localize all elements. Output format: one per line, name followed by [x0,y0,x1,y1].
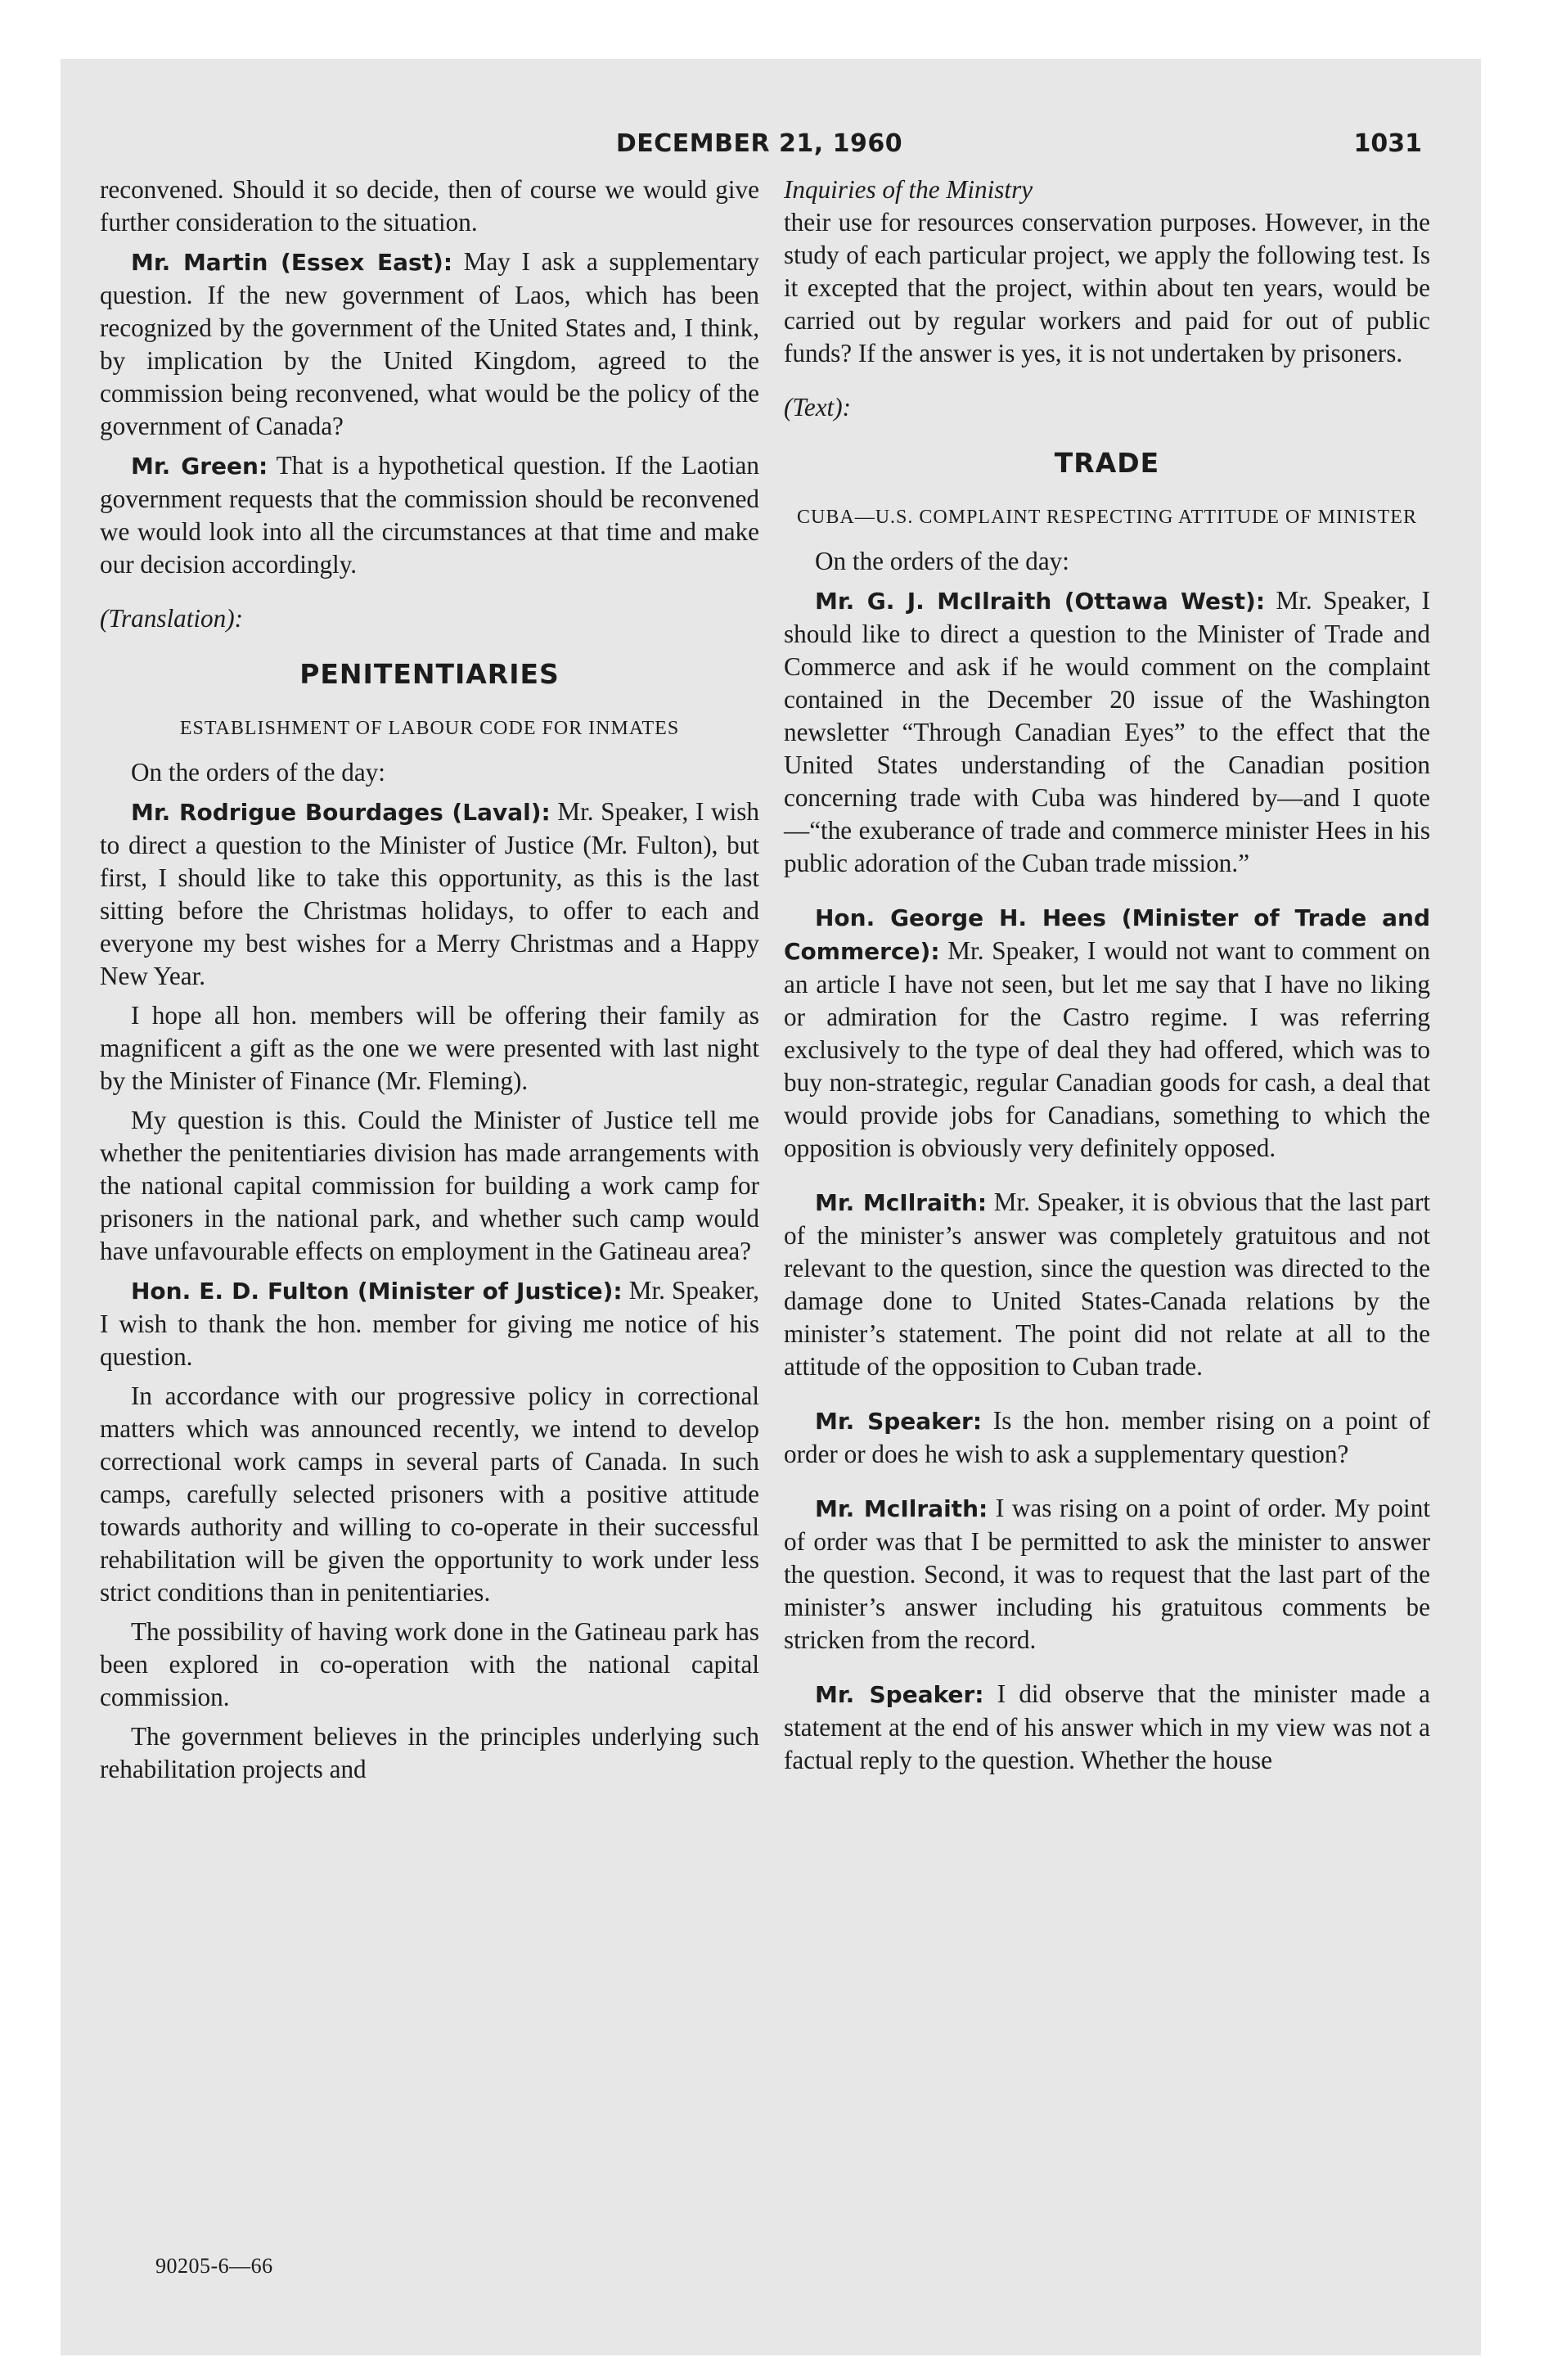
speech-text: Mr. Speaker, I wish to thank the hon. member for giving me notice of his question. [100,1276,760,1371]
section-subheading: CUBA—U.S. COMPLAINT RESPECTING ATTITUDE OF MINISTER [797,507,1417,528]
page-number: 1031 [1353,129,1422,158]
speech-text: Mr. Speaker, it is obvious that the last part of the minister’s answer was completely gratuitous and not relevant to the question, since the question was directed to the damage done to United States-Canada relations by the minister’s statement. The point did not relate at all to the attitude of the opposition to Cuban trade. [784,1188,1430,1381]
paragraph [100,246,759,443]
speaker-name: Mr. Martin (Essex East): [131,249,453,276]
page-header [97,129,1422,165]
print-code: 90205-6—66 [155,2254,273,2278]
speech-text: Is the hon. member rising on a point of order or does he wish to ask a supplementary question? [784,1406,1431,1468]
page-date: DECEMBER 21, 1960 [615,129,903,158]
speech-text: Mr. Speaker, I wish to direct a question to the Minister of Justice (Mr. Fulton), but first, I should like to take this opportunity, as this is the last sitting before the Christmas holidays, to offer to each and everyone my best wishes for a Merry Christmas and a Happy New Year. [100,797,759,990]
speech-text: May I ask a supplementary question. If the new government of Laos, which has been recognized by the government of the United States and, I think, by implication by the United Kingdom, agreed to the commission being reconvened, what would be the policy of the government of Canada? [100,247,759,440]
paragraph: their use for resources conservation purposes. However, in the study of each particular project, we apply the following test. Is it excepted that the project, within about ten years, would be carried out by regular workers and paid for out of public funds? If the answer is yes, it is not undertaken by prisoners. [784,208,1430,367]
speech-text: Mr. Speaker, I would not want to comment on an article I have not seen, but let me say that I have no liking or admiration for the Castro regime. I was referring exclusively to the type of deal they had offered, which was to buy non-strategic, regular Canadian goods for cash, a deal that would provide jobs for Canadians, something to which the opposition is obviously very definitely opposed. [784,936,1430,1162]
speaker-name: Hon. E. D. Fulton (Minister of Justice): [131,1278,623,1305]
orders-of-the-day: On the orders of the day: [815,547,1069,575]
paragraph: The possibility of having work done in the Gatineau park has been explored in co-operation with the national capital commission. [100,1617,759,1711]
speaker-name: Mr. McIlraith: [815,1495,988,1522]
section-heading: PENITENTIARIES [299,658,560,690]
paragraph [784,1186,1430,1383]
paragraph: I hope all hon. members will be offering their family as magnificent a gift as the one we were presented with last night by the Minister of Finance (Mr. Fleming). [100,1001,759,1095]
paragraph: The government believes in the principles underlying such rehabilitation projects and [100,1722,759,1783]
running-head: Inquiries of the Ministry [784,175,1033,204]
paragraph: In accordance with our progressive policy in correctional matters which was announced recently, we intend to develop correctional work camps in several parts of Canada. In such camps, carefully selected prisoners with a positive attitude towards authority and willing to co-operate in their successful rehabilitation will be given the opportunity to work under less strict conditions than in penitentiaries. [100,1382,759,1607]
speaker-name: Hon. George H. Hees (Minister of Trade and Commerce): [784,904,1430,965]
right-column [784,174,1430,1783]
speaker-name: Mr. Green: [131,453,268,480]
paragraph [784,1492,1430,1657]
translation-label: (Translation): [100,604,244,633]
paragraph: reconvened. Should it so decide, then of course we would give further consideration to the situation. [100,175,759,237]
speaker-name: Mr. Speaker: [815,1408,983,1435]
paragraph [100,1274,759,1373]
paragraph [784,1404,1430,1471]
section-heading: TRADE [1054,447,1160,479]
paragraph [784,584,1430,880]
paragraph [784,1678,1430,1777]
paragraph [784,901,1430,1165]
section-subheading: ESTABLISHMENT OF LABOUR CODE FOR INMATES [179,718,680,739]
text-label: (Text): [784,393,851,421]
paragraph [100,796,759,993]
speaker-name: Mr. McIlraith: [815,1189,988,1216]
speech-text: Mr. Speaker, I should like to direct a question to the Minister of Trade and Commerce and ask if he would comment on the complaint contained in the December 20 issue of the Washington newsletter “Through Canadian Eyes” to the effect that the United States understanding of the Canadian position concerning trade with Cuba was hindered by—and I quote—“the exuberance of trade and commerce minister Hees in his public adoration of the Cuban trade mission.” [784,586,1430,877]
speaker-name: Mr. G. J. McIlraith (Ottawa West): [815,588,1266,615]
speaker-name: Mr. Speaker: [815,1681,984,1708]
speech-text: That is a hypothetical question. If the Laotian government requests that the commission should be reconvened we would look into all the circumstances at that time and make our decision accordingly. [100,451,759,579]
left-column [100,174,759,1792]
orders-of-the-day: On the orders of the day: [131,758,385,787]
speaker-name: Mr. Rodrigue Bourdages (Laval): [131,799,551,826]
paragraph: My question is this. Could the Minister of Justice tell me whether the penitentiaries division has made arrangements with the national capital commission for building a work camp for prisoners in the national park, and whether such camp would have unfavourable effects on employment in the Gatineau area? [100,1106,759,1265]
speech-text: I was rising on a point of order. My point of order was that I be permitted to ask the minister to answer the question. Second, it was to request that the last part of the minister’s answer including his gratuitous comments be stricken from the record. [784,1494,1430,1654]
paragraph [100,449,759,581]
speech-text: I did observe that the minister made a statement at the end of his answer which in my view was not a factual reply to the question. Whether the house [784,1679,1431,1774]
